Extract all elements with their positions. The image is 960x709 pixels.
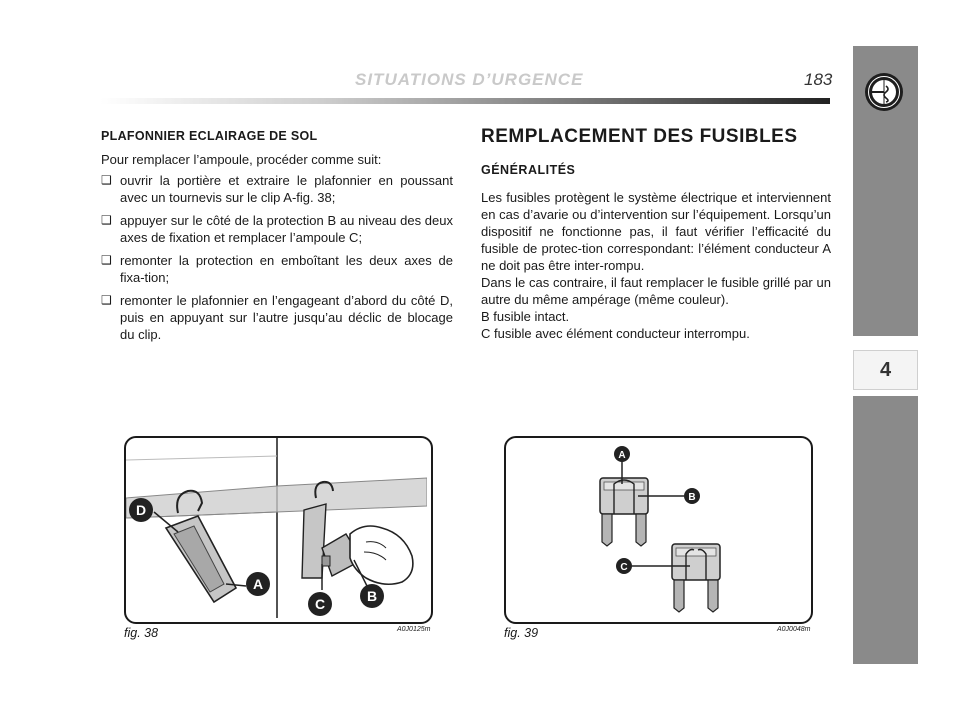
list-item: ❑ remonter le plafonnier en l’engageant d’abord du côté D, puis en appuyant sur l’autre jusqu’au déclic de blocage du clip. xyxy=(101,293,453,342)
callout-c: C xyxy=(314,596,326,612)
figure-38-label: fig. 38 xyxy=(124,626,159,640)
bullet-icon: ❑ xyxy=(101,253,112,267)
header-rule xyxy=(100,98,830,104)
instruction-list xyxy=(101,172,453,349)
right-subheading: GÉNÉRALITÉS xyxy=(481,163,576,177)
callout-a: A xyxy=(618,450,626,461)
list-item: ❑ appuyer sur le côté de la protection B au niveau des deux axes de fixation et remplacer l’ampoule C; xyxy=(101,213,453,245)
callout-a: A xyxy=(252,576,264,592)
right-body xyxy=(481,189,831,342)
figure-39-illustration xyxy=(506,438,807,618)
figure-39 xyxy=(504,436,813,624)
sidebar-tab-bottom xyxy=(853,396,918,664)
paragraph: C fusible avec élément conducteur interrompu. xyxy=(481,326,750,341)
callout-c: C xyxy=(620,562,628,573)
figure-38 xyxy=(124,436,433,624)
list-item: ❑ ouvrir la portière et extraire le plafonnier en poussant avec un tournevis sur le clip A-fig. 38; xyxy=(101,173,453,205)
bullet-icon: ❑ xyxy=(101,173,112,187)
figure-38-code: A0J0125m xyxy=(397,626,431,633)
left-intro: Pour remplacer l’ampoule, procéder comme suit: xyxy=(101,152,382,167)
bullet-icon: ❑ xyxy=(101,293,112,307)
chapter-number: 4 xyxy=(879,358,892,381)
bullet-icon: ❑ xyxy=(101,213,112,227)
callout-b: B xyxy=(688,492,696,503)
page-number: 183 xyxy=(804,70,833,89)
figure-38-illustration xyxy=(126,438,427,618)
section-title: SITUATIONS D’URGENCE xyxy=(355,70,584,89)
figure-39-code: A0J0048m xyxy=(777,626,811,633)
left-heading: PLAFONNIER ECLAIRAGE DE SOL xyxy=(101,129,318,143)
brand-logo-icon xyxy=(864,72,904,112)
figure-39-label: fig. 39 xyxy=(504,626,539,640)
list-item: ❑ remonter la protection en emboîtant les deux axes de fixa-tion; xyxy=(101,253,453,285)
callout-d: D xyxy=(135,502,147,518)
paragraph: B fusible intact. xyxy=(481,309,570,324)
paragraph: Dans le cas contraire, il faut remplacer le fusible grillé par un autre du même ampérage (même couleur). xyxy=(481,275,831,307)
right-heading: REMPLACEMENT DES FUSIBLES xyxy=(481,126,798,147)
callout-b: B xyxy=(366,588,378,604)
paragraph: Les fusibles protègent le système électrique et interviennent en cas d’avarie ou d’intervention sur l’équipement. Lorsqu’un dispositif ne fonctionne pas, il faut vérifier l’efficacité du fusible de protec-tion correspondant: l’élément conducteur A ne doit pas être inter-rompu. xyxy=(481,190,831,273)
